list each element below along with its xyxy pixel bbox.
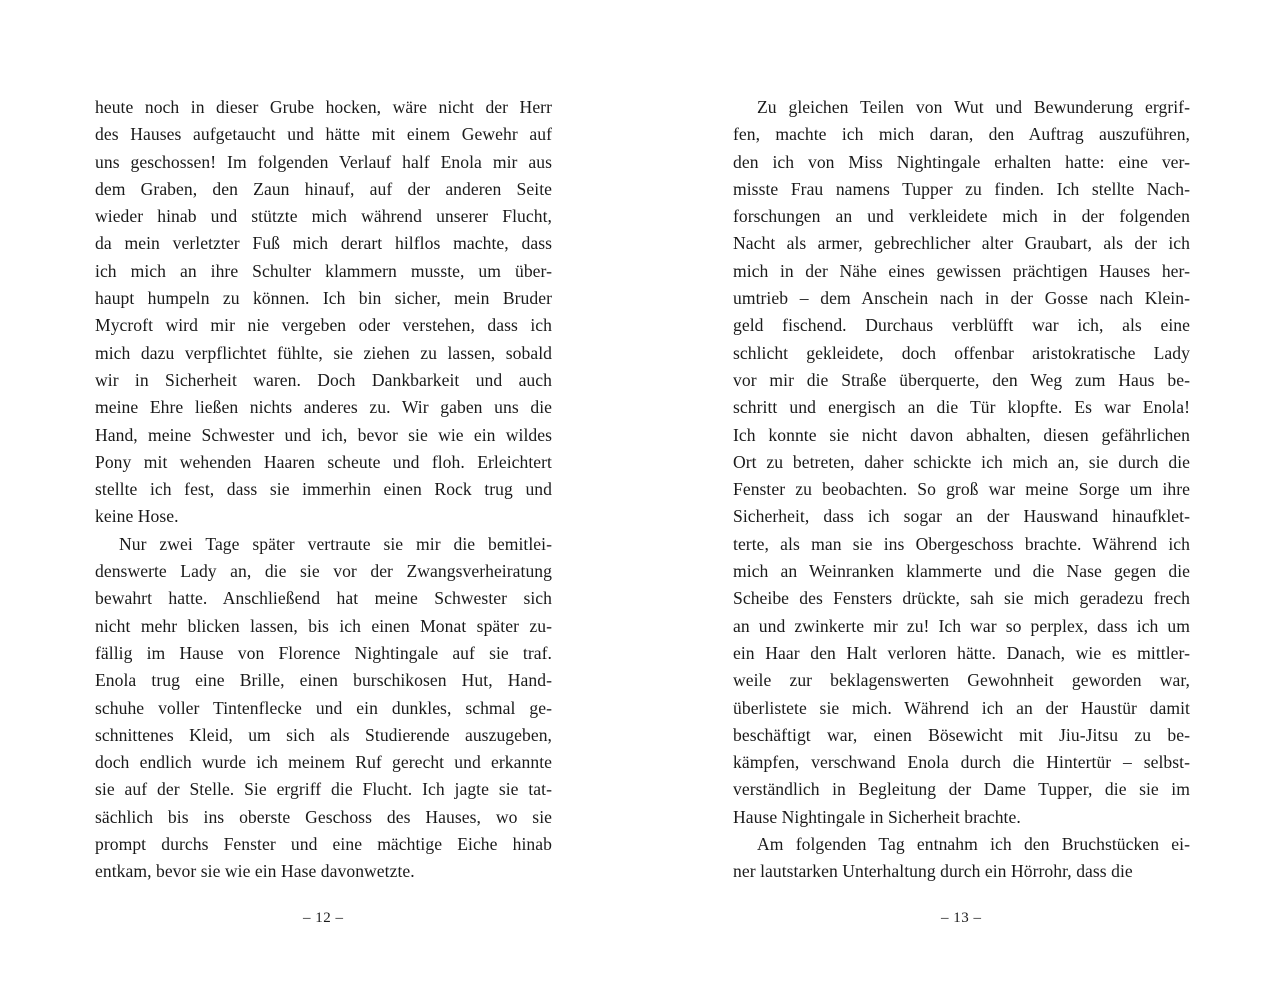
text-line: terte, als man sie ins Obergeschoss brachte. Während ich bbox=[733, 533, 1190, 554]
text-line: ner lautstarken Unterhaltung durch ein Hörrohr, dass die bbox=[733, 861, 1133, 882]
text-line: mich in der Nähe eines gewissen prächtigen Hauses her- bbox=[733, 260, 1190, 281]
text-line: schnittenes Kleid, um sich als Studierende auszugeben, bbox=[95, 724, 552, 745]
text-line: umtrieb – dem Anschein nach in der Gosse nach Klein- bbox=[733, 288, 1190, 309]
text-line: misste Frau namens Tupper zu finden. Ich stellte Nach- bbox=[733, 178, 1190, 199]
text-line: keine Hose. bbox=[95, 506, 179, 527]
text-line: überlistete sie mich. Während ich an der Haustür damit bbox=[733, 697, 1190, 718]
text-line: Zu gleichen Teilen von Wut und Bewunderung ergrif- bbox=[757, 97, 1190, 117]
text-line: Hand, meine Schwester und ich, bevor sie wie ein wildes bbox=[95, 424, 552, 445]
text-line: entkam, bevor sie wie ein Hase davonwetzte. bbox=[95, 861, 415, 882]
text-line: Ich konnte sie nicht davon abhalten, diesen gefährlichen bbox=[733, 424, 1190, 445]
text-line: schlicht gekleidete, doch offenbar aristokratische Lady bbox=[733, 342, 1190, 363]
text-line: kämpfen, verschwand Enola durch die Hintertür – selbst- bbox=[733, 752, 1190, 773]
text-line: Nacht als armer, gebrechlicher alter Graubart, als der ich bbox=[733, 233, 1190, 254]
text-line: schuhe voller Tintenflecke und ein dunkles, schmal ge- bbox=[95, 697, 552, 718]
text-line: Pony mit wehenden Haaren scheute und floh. Erleichtert bbox=[95, 451, 552, 472]
text-line: fällig im Hause von Florence Nightingale auf sie traf. bbox=[95, 642, 552, 663]
text-line: Hause Nightingale in Sicherheit brachte. bbox=[733, 806, 1021, 827]
left-page bbox=[0, 0, 642, 1000]
text-line: vor mir die Straße überquerte, den Weg zum Haus be- bbox=[733, 369, 1190, 390]
text-line: prompt durchs Fenster und eine mächtige Eiche hinab bbox=[95, 834, 552, 855]
text-line: wieder hinab und stützte mich während unserer Flucht, bbox=[95, 206, 552, 227]
right-page-text bbox=[733, 94, 1190, 886]
paragraph bbox=[95, 531, 552, 886]
text-line: ein Haar den Halt verloren hätte. Danach, wie es mittler- bbox=[733, 642, 1190, 663]
left-page-number: – 12 – bbox=[303, 910, 344, 926]
text-line: Sicherheit, dass ich sogar an der Hauswand hinaufklet- bbox=[733, 506, 1190, 527]
right-page-number: – 13 – bbox=[941, 910, 982, 926]
text-line: uns geschossen! Im folgenden Verlauf half Enola mir aus bbox=[95, 151, 552, 172]
text-line: sie auf der Stelle. Sie ergriff die Flucht. Ich jagte sie tat- bbox=[95, 779, 552, 800]
text-line: geld fischend. Durchaus verblüfft war ich, als eine bbox=[733, 315, 1190, 336]
text-line: Am folgenden Tag entnahm ich den Bruchstücken ei- bbox=[757, 834, 1190, 855]
text-line: mich dazu verpflichtet fühlte, sie ziehen zu lassen, sobald bbox=[95, 342, 552, 363]
text-line: da mein verletzter Fuß mich derart hilflos machte, dass bbox=[95, 233, 552, 254]
text-line: bewahrt hatte. Anschließend hat meine Schwester sich bbox=[95, 588, 552, 609]
text-line: Ort zu betreten, daher schickte ich mich an, sie durch die bbox=[733, 451, 1190, 472]
text-line: haupt humpeln zu können. Ich bin sicher, mein Bruder bbox=[95, 288, 552, 309]
text-line: den ich von Miss Nightingale erhalten hatte: eine ver- bbox=[733, 151, 1190, 172]
text-line: verständlich in Begleitung der Dame Tupper, die sie im bbox=[733, 779, 1190, 800]
text-line: Mycroft wird mir nie vergeben oder verstehen, dass ich bbox=[95, 315, 552, 336]
paragraph bbox=[733, 94, 1190, 831]
paragraph bbox=[95, 94, 552, 531]
text-line: fen, machte ich mich daran, den Auftrag auszuführen, bbox=[733, 124, 1190, 145]
text-line: ich mich an ihre Schulter klammern musste, um über- bbox=[95, 260, 552, 281]
text-line: doch endlich wurde ich meinem Ruf gerecht und erkannte bbox=[95, 752, 552, 773]
text-line: schritt und energisch an die Tür klopfte. Es war Enola! bbox=[733, 397, 1190, 418]
text-line: an und zwinkerte mir zu! Ich war so perplex, dass ich um bbox=[733, 615, 1190, 636]
text-line: Scheibe des Fensters drückte, sah sie mich geradezu frech bbox=[733, 588, 1190, 609]
text-line: nicht mehr blicken lassen, bis ich einen Monat später zu- bbox=[95, 615, 552, 636]
text-line: Nur zwei Tage später vertraute sie mir die bemitlei- bbox=[119, 533, 552, 554]
text-line: stellte ich fest, dass sie immerhin einen Rock trug und bbox=[95, 479, 552, 500]
text-line: dem Graben, den Zaun hinauf, auf der anderen Seite bbox=[95, 178, 552, 199]
text-line: Fenster zu beobachten. So groß war meine Sorge um ihre bbox=[733, 479, 1190, 500]
text-line: des Hauses aufgetaucht und hätte mit einem Gewehr auf bbox=[95, 124, 552, 145]
right-page bbox=[642, 0, 1285, 1000]
left-page-text bbox=[95, 94, 552, 886]
text-line: denswerte Lady an, die sie vor der Zwangsverheiratung bbox=[95, 561, 552, 582]
text-line: wir in Sicherheit waren. Doch Dankbarkeit und auch bbox=[95, 369, 552, 390]
text-line: forschungen an und verkleidete mich in der folgenden bbox=[733, 206, 1190, 227]
text-line: heute noch in dieser Grube hocken, wäre nicht der Herr bbox=[95, 97, 552, 117]
text-line: meine Ehre ließen nichts anderes zu. Wir gaben uns die bbox=[95, 397, 552, 418]
text-line: Enola trug eine Brille, einen burschikosen Hut, Hand- bbox=[95, 670, 552, 691]
text-line: mich an Weinranken klammerte und die Nase gegen die bbox=[733, 561, 1190, 582]
paragraph bbox=[733, 831, 1190, 886]
text-line: weile zur beklagenswerten Gewohnheit geworden war, bbox=[733, 670, 1190, 691]
text-line: sächlich bis ins oberste Geschoss des Hauses, wo sie bbox=[95, 806, 552, 827]
text-line: beschäftigt war, einen Bösewicht mit Jiu-Jitsu zu be- bbox=[733, 724, 1190, 745]
